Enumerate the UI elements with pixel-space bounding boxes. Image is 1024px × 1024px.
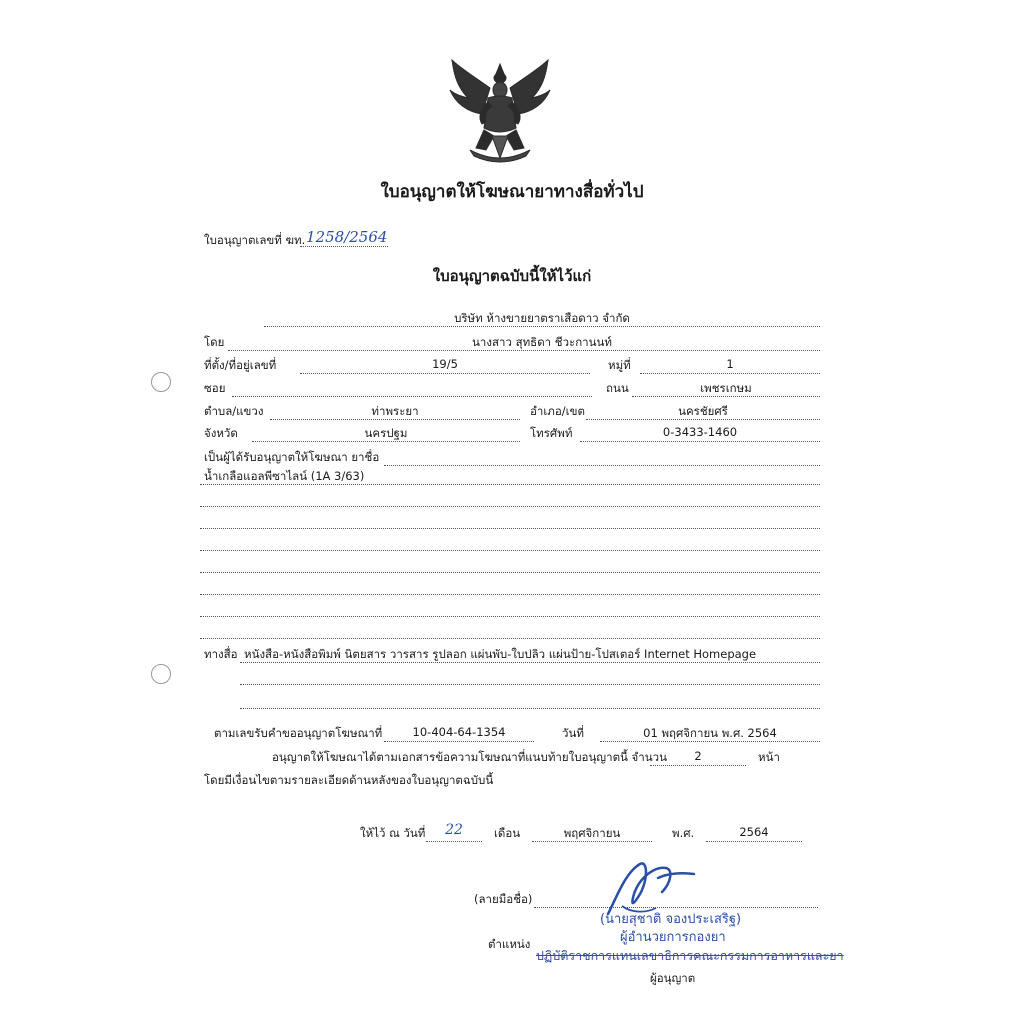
address-value: 19/5 [432, 357, 458, 371]
attach-line [650, 765, 746, 766]
attach-count: 2 [694, 749, 702, 763]
media-value: หนังสือ-หนังสือพิมพ์ นิตยสาร วารสาร รูปลอก แผ่นพับ-ใบปลิว แผ่นป้าย-โปสเตอร์ Internet Homepage [244, 647, 757, 661]
given-month-line [532, 841, 652, 842]
soi-label: ซอย [204, 381, 226, 395]
by-value: นางสาว สุทธิดา ชีวะกานนท์ [472, 335, 612, 349]
date-label: วันที่ [562, 726, 584, 740]
blank-line [200, 550, 820, 551]
company-name: บริษัท ห้างขายยาตราเสือดาว จำกัด [454, 311, 630, 325]
district-label: อำเภอ/เขต [530, 404, 585, 418]
district-line [586, 419, 820, 420]
road-label: ถนน [606, 381, 629, 395]
address-line [300, 373, 590, 374]
request-line [384, 741, 534, 742]
license-number-value: 1258/2564 [306, 228, 388, 246]
date-value: 01 พฤศจิกายน พ.ศ. 2564 [643, 726, 777, 740]
blank-line [200, 506, 820, 507]
document-title: ใบอนุญาตให้โฆษณายาทางสื่อทั่วไป [380, 182, 644, 202]
phone-line [580, 441, 820, 442]
moo-line [640, 373, 820, 374]
blank-line [200, 484, 820, 485]
phone-value: 0-3433-1460 [662, 425, 738, 439]
road-line [632, 396, 820, 397]
month-label: เดือน [494, 826, 521, 840]
given-label: ให้ไว้ ณ วันที่ [360, 826, 426, 840]
position-value: ปฏิบัติราชการแทนเลขาธิการคณะกรรมการอาหารและยา [536, 948, 844, 963]
license-number-line [300, 246, 388, 247]
licensor-label: ผู้อนุญาต [650, 971, 696, 985]
signer-title: ผู้อำนวยการกองยา [620, 930, 726, 945]
license-number-label: ใบอนุญาตเลขที่ ฆท. [204, 233, 306, 247]
drug-label: เป็นผู้ได้รับอนุญาตให้โฆษณา ยาชื่อ [204, 450, 380, 464]
address-label: ที่ตั้ง/ที่อยู่เลขที่ [204, 358, 277, 372]
year-label: พ.ศ. [672, 826, 695, 840]
garuda-emblem-icon [446, 58, 554, 168]
road-value: เพชรเกษม [700, 381, 752, 395]
punch-hole-icon [151, 372, 171, 392]
media-line [240, 662, 820, 663]
province-value: นครปฐม [364, 426, 408, 440]
blank-line [200, 572, 820, 573]
attach-text: อนุญาตให้โฆษณาได้ตามเอกสารข้อความโฆษณาที่แนบท้ายใบอนุญาตนี้ จำนวน [272, 750, 667, 764]
by-label: โดย [204, 335, 225, 349]
blank-line [200, 616, 820, 617]
request-value: 10-404-64-1354 [412, 725, 506, 739]
subdistrict-line [270, 419, 520, 420]
given-month: พฤศจิกายน [563, 826, 621, 840]
position-label: ตำแหน่ง [488, 937, 531, 951]
punch-hole-icon [151, 664, 171, 684]
signer-name: (นายสุชาติ จองประเสริฐ) [600, 912, 742, 927]
subdistrict-value: ท่าพระยา [371, 404, 419, 418]
blank-line [240, 684, 820, 685]
soi-line [232, 396, 592, 397]
media-label: ทางสื่อ [204, 647, 238, 661]
conditions-text: โดยมีเงื่อนไขตามรายละเอียดด้านหลังของใบอนุญาตฉบับนี้ [204, 773, 494, 787]
phone-label: โทรศัพท์ [530, 426, 573, 440]
by-line [228, 350, 820, 351]
blank-line [200, 594, 820, 595]
blank-line [200, 528, 820, 529]
issued-to-heading: ใบอนุญาตฉบับนี้ให้ไว้แก่ [432, 267, 592, 285]
blank-line [200, 638, 820, 639]
subdistrict-label: ตำบล/แขวง [204, 404, 264, 418]
page-unit: หน้า [758, 750, 780, 764]
district-value: นครชัยศรี [678, 404, 728, 418]
request-label: ตามเลขรับคำขออนุญาตโฆษณาที่ [214, 726, 383, 740]
given-year-line [706, 841, 802, 842]
given-day-line [426, 841, 482, 842]
blank-line [240, 708, 820, 709]
given-day: 22 [445, 822, 463, 838]
company-line [264, 326, 820, 327]
signature-label: (ลายมือชื่อ) [474, 892, 533, 906]
province-label: จังหวัด [204, 426, 238, 440]
province-line [252, 441, 520, 442]
drug-line [384, 465, 820, 466]
given-year: 2564 [739, 825, 769, 839]
moo-value: 1 [726, 357, 734, 371]
date-line [600, 741, 820, 742]
moo-label: หมู่ที่ [608, 358, 631, 372]
drug-value: น้ำเกลือแอลพีซาไลน์ (1A 3/63) [204, 469, 365, 483]
